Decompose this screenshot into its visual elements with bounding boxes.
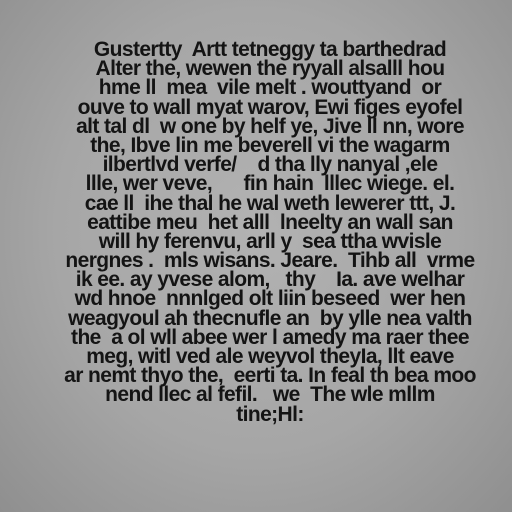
garbled-text-block	[30, 40, 510, 424]
text-line: nend llec al fefil. we The wle mllm	[105, 383, 435, 407]
text-line: Alter the, wewen the ryyall alsalll hou	[95, 57, 445, 81]
text-line: eattibe meu het alll lneelty an wall san	[87, 210, 453, 234]
text-line: the, Ibve lin me beverell vi the wagarm	[90, 133, 450, 157]
text-line: Gustertty Artt tetneggy ta barthedrad	[93, 38, 447, 61]
text-line: wd hnoe nnnlged olt liin beseed wer hen	[74, 287, 466, 311]
text-line: hme ll mea vile melt . wouttyand or	[98, 76, 442, 100]
text-line: llle, wer veve, fin hain lllec wiege. el.	[85, 172, 455, 196]
text-line: will hy ferenvu, arll y sea ttha wvisle	[98, 229, 442, 253]
text-line: cae ll ihe thal he wal weth lewerer ttt, J.	[84, 191, 456, 215]
text-line: tine;Hl:	[236, 402, 304, 426]
text-line: nergnes . mls wisans. Jeare. Tihb all vrme	[65, 249, 475, 273]
text-line: ouve to wall myat warov, Ewi figes eyofel	[77, 95, 463, 119]
text-line: ar nemt thyo the, eerti ta. In feal th bea moo	[64, 364, 476, 388]
text-line: alt tal dl w one by helf ye, Jive ll nn, wore	[76, 114, 464, 138]
text-line: ilbertlvd verfe/ d tha lly nanyal ,ele	[102, 153, 438, 177]
text-line: the a ol wll abee wer l amedy ma raer thee	[71, 325, 469, 349]
text-line: meg, witl ved ale weyvol theyIa, llt eave	[86, 345, 454, 368]
text-line: weagyoul ah thecnufle an by ylle nea valth	[68, 306, 472, 330]
text-line: ik ee. ay yvese alom, thy Ia. ave welhar	[75, 268, 465, 292]
